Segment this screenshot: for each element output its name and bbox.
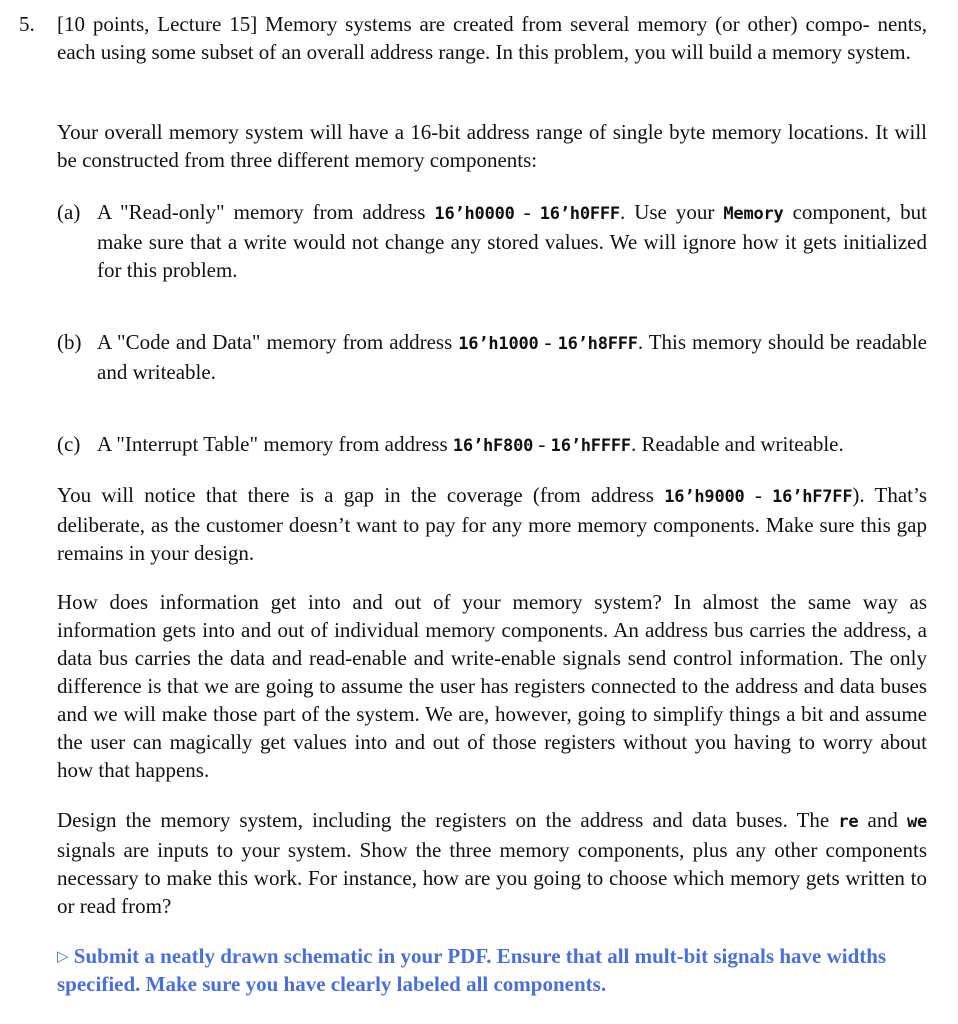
intro-line-1: [10 points, Lecture 15] Memory systems are created from several memory (or other) compo- xyxy=(57,12,870,36)
item-a-pre: A "Read-only" memory from address xyxy=(97,200,435,224)
submit-text: Submit a neatly drawn schematic in your PDF. Ensure that all mult-bit signals have widths specified. Make sure you have clearly labeled all components. xyxy=(57,944,887,996)
design-paragraph xyxy=(57,806,927,920)
triangle-marker-icon: ▷ xyxy=(57,947,69,965)
item-a-mid: . Use your xyxy=(619,200,724,224)
item-b-label: (b) xyxy=(57,330,82,354)
item-a-addr-end: 16’h0FFF xyxy=(539,204,620,224)
item-a-label: (a) xyxy=(57,200,81,224)
design-pre: Design the memory system, including the registers on the address and data buses. The xyxy=(57,808,839,832)
question-number: 5. xyxy=(19,12,35,36)
item-c-pre: A "Interrupt Table" memory from address xyxy=(97,432,453,456)
item-b xyxy=(57,328,927,386)
item-c-post: . Readable and writeable. xyxy=(630,432,844,456)
re-signal: re xyxy=(838,812,859,832)
item-b-pre: A "Code and Data" memory from address xyxy=(97,330,459,354)
item-c-addr-end: 16’hFFFF xyxy=(550,436,631,456)
item-a-dash: - xyxy=(514,200,540,224)
intro-line-2: nents, each using some subset of an overall address range. In this problem, you will build a memory system. xyxy=(57,12,928,64)
gap-addr-end: 16’hF7FF xyxy=(772,487,853,507)
submit-instruction xyxy=(57,942,927,998)
item-c-dash: - xyxy=(533,432,551,456)
design-and: and xyxy=(858,808,907,832)
item-a-addr-start: 16’h0000 xyxy=(434,204,515,224)
item-a-component: Memory xyxy=(723,204,784,224)
item-a xyxy=(57,198,927,284)
question-intro xyxy=(57,10,927,66)
item-c-addr-start: 16’hF800 xyxy=(452,436,534,456)
gap-post: ). That’s deliberate, as the customer doesn’t want to pay for any more memory components. Make sure this gap remains in your design. xyxy=(57,483,928,565)
item-b-text xyxy=(97,328,927,386)
info-paragraph: How does information get into and out of your memory system? In almost the same way as information gets into and out of individual memory components. An address bus carries the address, a data bus carries the data and read-enable and write-enable signals send control information. The only difference is that we are going to assume the user has registers connected to the address and data buses and we will make those part of the system. We are, however, going to simplify things a bit and assume the user can magically get values into and out of those registers without you having to worry about how that happens. xyxy=(57,590,927,782)
we-signal: we xyxy=(906,812,928,832)
design-post: signals are inputs to your system. Show the three memory components, plus any other components necessary to make this work. For instance, how are you going to choose which memory gets written to or read from? xyxy=(57,838,927,918)
gap-paragraph xyxy=(57,481,927,567)
gap-pre: You will notice that there is a gap in the coverage (from address xyxy=(57,483,665,507)
item-c xyxy=(57,430,927,460)
item-b-post: . This memory should be readable and writeable. xyxy=(97,330,927,384)
overview-paragraph: Your overall memory system will have a 16-bit address range of single byte memory locations. It will be constructed from three different memory components: xyxy=(57,120,927,172)
item-b-dash: - xyxy=(538,330,558,354)
item-a-post: component, but make sure that a write would not change any stored values. We will ignore how it gets initialized for this problem. xyxy=(97,200,927,282)
item-c-label: (c) xyxy=(57,432,81,456)
gap-addr-start: 16’h9000 xyxy=(664,487,745,507)
item-a-text xyxy=(97,198,927,284)
gap-dash: - xyxy=(744,483,773,507)
item-b-addr-end: 16’h8FFF xyxy=(557,334,638,354)
item-b-addr-start: 16’h1000 xyxy=(458,334,539,354)
item-c-text xyxy=(97,430,927,460)
